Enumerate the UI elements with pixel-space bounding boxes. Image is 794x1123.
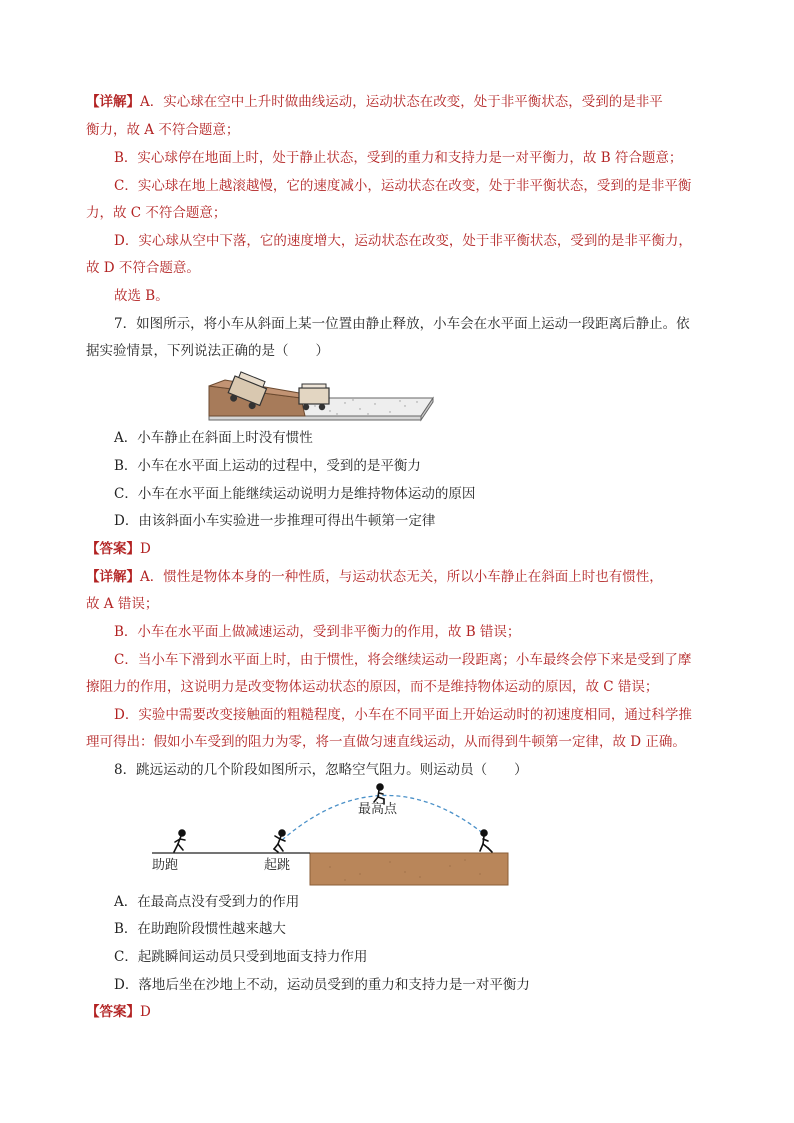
takeoff-figure: [274, 830, 285, 852]
question-7-option-b: B．小车在水平面上运动的过程中，受到的是平衡力: [114, 458, 421, 474]
explanation-text: A．惯性是物体本身的一种性质，与运动状态无关，所以小车静止在斜面上时也有惯性，: [140, 569, 663, 585]
question-8-option-a: A．在最高点没有受到力的作用: [114, 894, 300, 910]
question-8-stem: 8．跳远运动的几个阶段如图所示，忽略空气阻力。则运动员（ ）: [114, 762, 528, 778]
explanation-text: A．实心球在空中上升时做曲线运动，运动状态在改变，处于非平衡状态，受到的是非平: [140, 94, 663, 110]
question-7-explanation-7: 理可得出：假如小车受到的阻力为零，将一直做匀速直线运动，从而得到牛顿第一定律，故 D 正确。: [86, 734, 686, 750]
explanation-line-1: [0, 92, 794, 112]
question-7-option-d: D．由该斜面小车实验进一步推理可得出牛顿第一定律: [114, 513, 436, 529]
explanation-line-4: C．实心球在地上越滚越慢，它的速度减小，运动状态在改变，处于非平衡状态，受到的是非平衡: [114, 178, 692, 194]
question-8-option-d: D．落地后坐在沙地上不动，运动员受到的重力和支持力是一对平衡力: [114, 977, 530, 993]
question-8-option-c: C．起跳瞬间运动员只受到地面支持力作用: [114, 949, 368, 965]
label-takeoff: 起跳: [264, 858, 291, 873]
question-7-explanation-1: [0, 567, 794, 587]
question-7-explanation-4: C．当小车下滑到水平面上时，由于惯性，将会继续运动一段距离；小车最终会停下来是受到了摩: [114, 652, 692, 668]
explanation-line-6: D．实心球从空中下落，它的速度增大，运动状态在改变，处于非平衡状态，受到的是非平衡力，: [114, 233, 692, 249]
question-7-explanation-3: B．小车在水平面上做减速运动，受到非平衡力的作用，故 B 错误；: [114, 624, 521, 640]
explanation-tag: 【详解】: [86, 94, 140, 110]
long-jump-figure: [150, 782, 512, 888]
explanation-line-3: B．实心球停在地面上时，处于静止状态，受到的重力和支持力是一对平衡力，故 B 符合题意；: [114, 150, 683, 166]
explanation-line-5: 力，故 C 不符合题意；: [86, 205, 227, 221]
explanation-tag: 【详解】: [86, 569, 140, 585]
question-7-option-a: A．小车静止在斜面上时没有惯性: [114, 430, 313, 446]
question-7-explanation-5: 擦阻力的作用，这说明力是改变物体运动状态的原因，而不是维持物体运动的原因，故 C 错误；: [86, 679, 659, 695]
explanation-line-8: 故选 B。: [114, 288, 169, 304]
question-7-explanation-2: 故 A 错误；: [86, 596, 159, 612]
answer-tag: 【答案】: [86, 541, 140, 557]
question-8-option-b: B．在助跑阶段惯性越来越大: [114, 921, 286, 937]
question-7-answer: [0, 539, 794, 559]
label-peak: 最高点: [358, 802, 398, 817]
question-7-stem-2: 据实验情景，下列说法正确的是（ ）: [86, 343, 329, 359]
answer-value: D: [140, 541, 151, 557]
question-7-stem-1: 7．如图所示，将小车从斜面上某一位置由静止释放，小车会在水平面上运动一段距离后静止。依: [114, 316, 690, 332]
answer-value: D: [140, 1004, 151, 1020]
answer-tag: 【答案】: [86, 1004, 140, 1020]
runner-figure: [174, 830, 185, 852]
ramp-cart-figure: [205, 366, 435, 422]
label-run-up: 助跑: [152, 858, 179, 873]
question-7-option-c: C．小车在水平面上能继续运动说明力是维持物体运动的原因: [114, 486, 476, 502]
explanation-line-7: 故 D 不符合题意。: [86, 260, 200, 276]
question-7-explanation-6: D．实验中需要改变接触面的粗糙程度，小车在不同平面上开始运动时的初速度相同，通过科学推: [114, 707, 692, 723]
question-8-answer: [0, 1002, 794, 1022]
landing-figure: [480, 830, 492, 852]
explanation-line-2: 衡力，故 A 不符合题意；: [86, 122, 240, 138]
